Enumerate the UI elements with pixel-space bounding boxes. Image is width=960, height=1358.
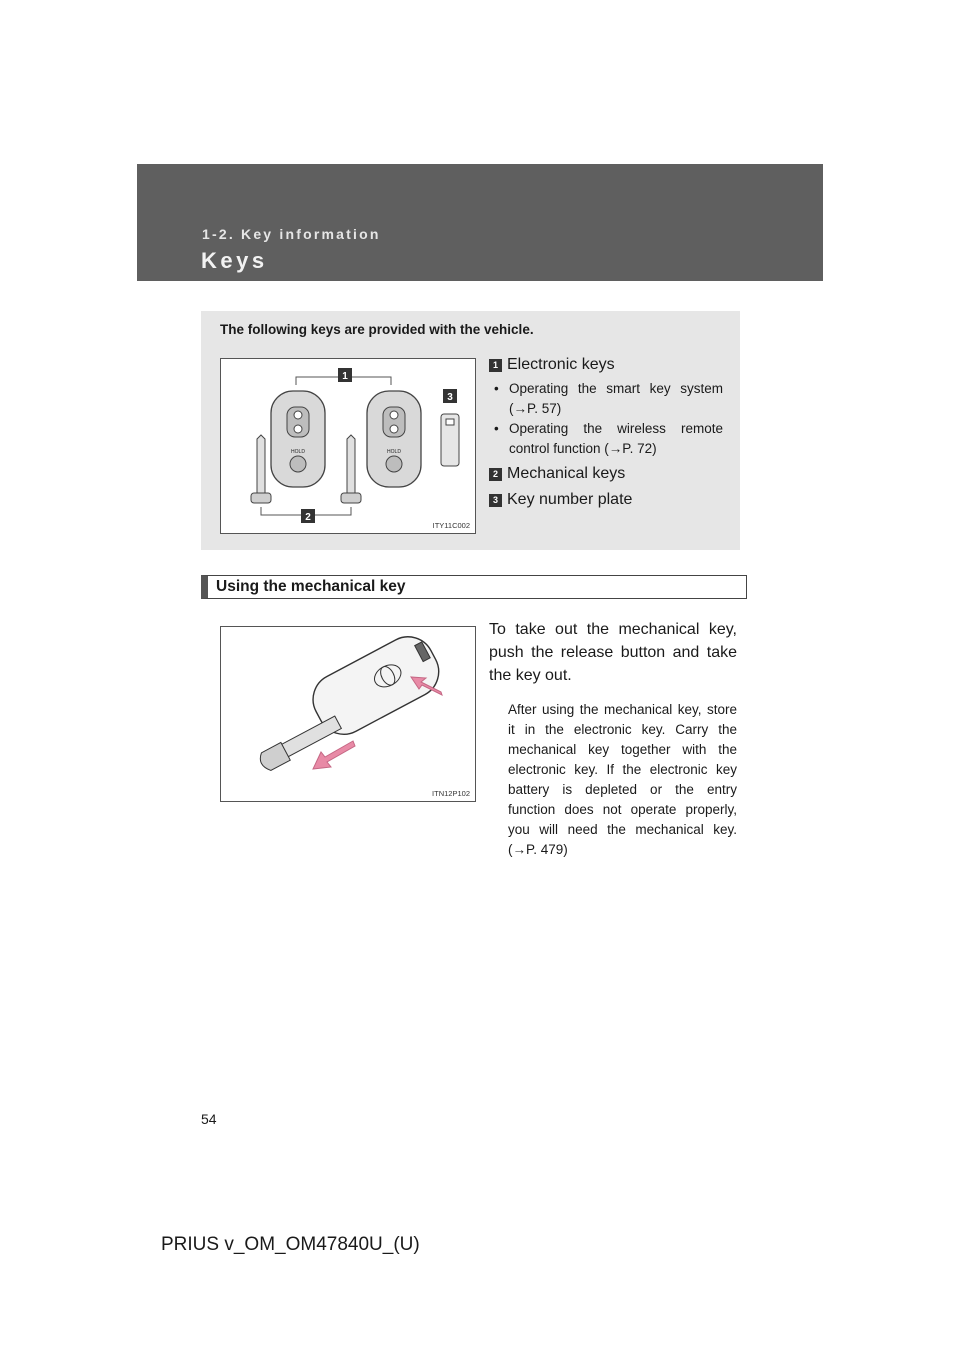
- callout-2: 2: [305, 512, 311, 523]
- legend-item-key-number-plate: [489, 490, 723, 510]
- section-header: [137, 164, 823, 281]
- mechanical-key-left: [257, 435, 265, 493]
- mechanical-key-right: [347, 435, 355, 493]
- hold-label-right: HOLD: [387, 449, 401, 455]
- item-number-badge: 2: [489, 468, 502, 481]
- page-number: 54: [201, 1111, 217, 1127]
- intro-text: The following keys are provided with the vehicle.: [220, 322, 534, 337]
- keys-drawing: [221, 359, 475, 533]
- mechanical-key-illustration: [220, 626, 476, 802]
- page-title: Keys: [201, 248, 268, 273]
- legend-item-mechanical-keys: [489, 464, 723, 484]
- item-number-badge: 3: [489, 494, 502, 507]
- callout-1: 1: [342, 371, 348, 382]
- callout-3: 3: [447, 392, 453, 403]
- electronic-key-bullets: [489, 379, 723, 459]
- electronic-key-left: [271, 391, 325, 487]
- legend-label: Electronic keys: [507, 356, 615, 373]
- item-number-badge: 1: [489, 359, 502, 372]
- legend-label: Key number plate: [507, 491, 633, 508]
- mechanical-key-drawing: [221, 627, 475, 801]
- document-code: PRIUS v_OM_OM47840U_(U): [161, 1234, 420, 1255]
- legend-item-electronic-keys: [489, 355, 723, 375]
- bullet-item: • Operating the wireless remote control function (→P. 72): [494, 421, 723, 456]
- mechanical-key-blade: [280, 716, 341, 757]
- pull-arrow: [313, 741, 355, 769]
- subsection-heading: [201, 575, 747, 599]
- bullet-item: • Operating the smart key system (→P. 57): [494, 381, 723, 416]
- keys-illustration: [220, 358, 476, 534]
- figure-code: ITY11C002: [432, 521, 470, 530]
- subsection-title: Using the mechanical key: [216, 578, 406, 595]
- electronic-key-right: [367, 391, 421, 487]
- intro-box: [201, 311, 740, 550]
- section-label: 1-2. Key information: [202, 226, 381, 242]
- legend-label: Mechanical keys: [507, 465, 626, 482]
- instruction-text: To take out the mechanical key, push the release button and take the key out.: [489, 621, 737, 684]
- hold-label-left: HOLD: [291, 449, 305, 455]
- key-legend: [489, 355, 723, 510]
- note-text: After using the mechanical key, store it in the electronic key. Carry the mechanical key together with the electronic key. If the electronic key battery is depleted or the entry function does not operate properly, you will need the mechanical key. (→P. 479): [508, 702, 737, 857]
- figure-code: ITN12P102: [432, 789, 470, 798]
